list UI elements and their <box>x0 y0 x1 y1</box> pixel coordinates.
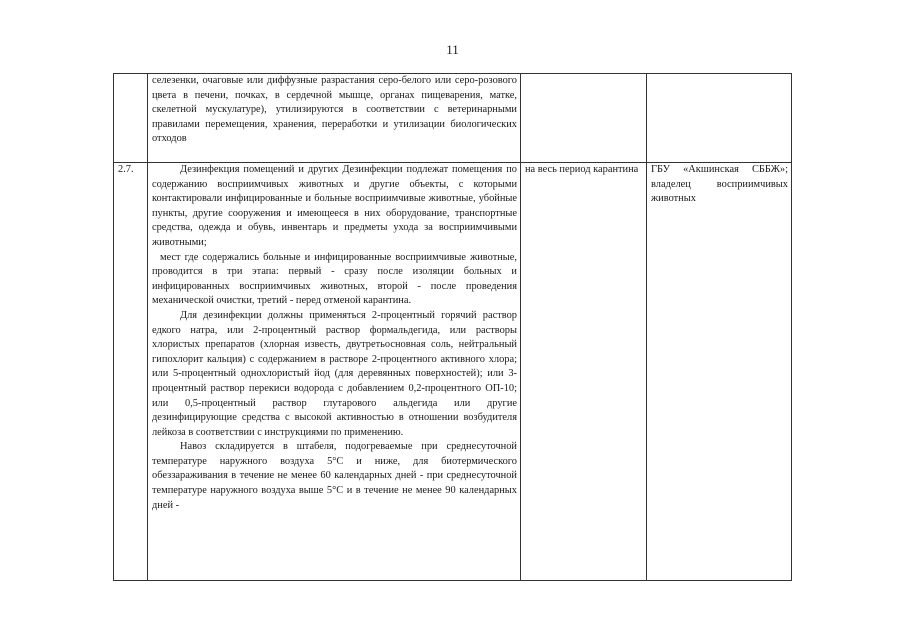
responsible-text: ГБУ «Акшинская СББЖ»; владелец восприимчивых животных <box>651 164 788 205</box>
row-number-cell <box>114 74 148 163</box>
page-number: 11 <box>446 42 459 57</box>
measure-description-cell <box>148 74 521 163</box>
table-row <box>114 74 792 163</box>
period-text: на весь период карантина <box>525 164 639 175</box>
table-row <box>114 163 792 581</box>
period-cell <box>521 163 647 581</box>
row-number-cell: 2.7. <box>114 163 148 581</box>
measure-paragraph: Для дезинфекции должны применяться 2-процентный горячий раствор едкого натра, или 2-процентный раствор формальдегида, или растворы хлористых препаратов (хлорная известь, двутретьосновная соль, нейтральный гипохлорит кальция) с содержанием в растворе 2-процентного активного хлора; или 5-процентный однохлористый йод (для деревянных поверхностей); или 3-процентный раствор перекиси водорода с добавлением 0,2-процентного ОП-10; или 0,5-процентный раствор глутарового альдегида или другие дезинфицирующие средства с высокой активностью в отношении возбудителя лейкоза в соответствии с инструкциями по применению. <box>152 309 517 438</box>
measure-paragraph: Навоз складируется в штабеля, подогреваемые при среднесуточной температуре наружного воздуха 5°С и ниже, для биотермического обеззараживания в течение не менее 60 календарных дней - при среднесуточной температуре наружного воздуха выше 5°С и в течение не менее 90 календарных дней - <box>152 441 517 511</box>
responsible-cell <box>647 74 792 163</box>
measure-paragraph: селезенки, очаговые или диффузные разрастания серо-белого или серо-розового цвета в печени, почках, в сердечной мышце, органах пищеварения, матке, скелетной мускулатуре), утилизируются в соответствии с ветеринарными правилами перемещения, хранения, переработки и утилизации биологических отходов <box>152 75 517 145</box>
responsible-cell <box>647 163 792 581</box>
period-cell <box>521 74 647 163</box>
measure-paragraph: Дезинфекция помещений и других Дезинфекции подлежат помещения по содержанию восприимчивых животных и другие объекты, с которыми контактировали инфицированные и больные восприимчивые животные, убойные пункты, другие сооружения и имеющееся в них оборудование, транспортные средства, одежда и обувь, инвентарь и предметы ухода за восприимчивыми животными; <box>152 164 517 248</box>
measure-description-cell <box>148 163 521 581</box>
measures-table <box>113 73 792 581</box>
measure-paragraph: мест где содержались больные и инфицированные восприимчивые животные, проводится в три этапа: первый - сразу после изоляции больных и инфицированных восприимчивых животных, второй - после проведения механической очистки, третий - перед отменой карантина. <box>152 251 517 307</box>
